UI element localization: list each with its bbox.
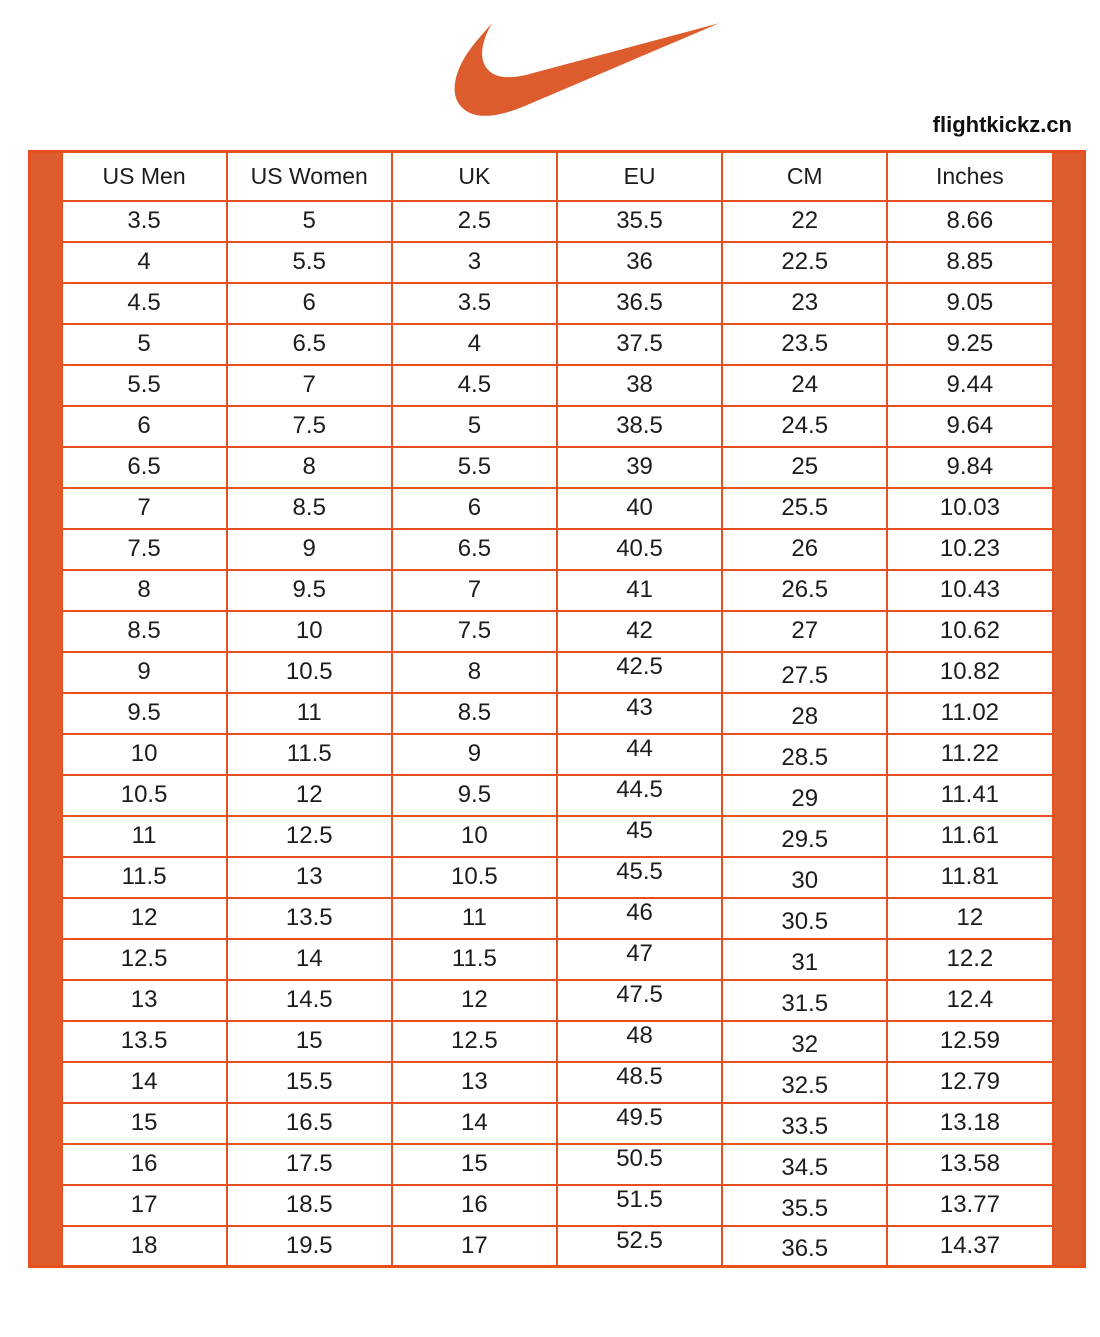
size-cell: 36.5: [722, 1226, 887, 1267]
size-cell: 7: [227, 365, 392, 406]
size-cell: 47.5: [557, 980, 722, 1021]
size-cell: 22.5: [722, 242, 887, 283]
size-cell: 10: [392, 816, 557, 857]
size-cell: 34.5: [722, 1144, 887, 1185]
size-cell: 12.5: [62, 939, 227, 980]
size-cell: 13.5: [227, 898, 392, 939]
size-cell: 26.5: [722, 570, 887, 611]
table-row: [30, 1185, 1085, 1226]
size-cell: 12: [392, 980, 557, 1021]
table-row: [30, 1144, 1085, 1185]
size-cell: 4.5: [392, 365, 557, 406]
size-cell: 32.5: [722, 1062, 887, 1103]
size-cell: 27.5: [722, 652, 887, 693]
column-header-cm: CM: [722, 152, 887, 201]
size-cell: 25.5: [722, 488, 887, 529]
size-cell: 8: [392, 652, 557, 693]
size-chart-table: [28, 150, 1086, 1268]
size-cell: 9.05: [887, 283, 1052, 324]
column-header-us-men: US Men: [62, 152, 227, 201]
size-cell: 23.5: [722, 324, 887, 365]
table-row: [30, 980, 1085, 1021]
size-cell: 12.4: [887, 980, 1052, 1021]
size-cell: 15: [227, 1021, 392, 1062]
size-cell: 23: [722, 283, 887, 324]
table-row: [30, 242, 1085, 283]
size-cell: 11: [227, 693, 392, 734]
size-cell: 9.5: [227, 570, 392, 611]
size-cell: 13: [392, 1062, 557, 1103]
size-cell: 32: [722, 1021, 887, 1062]
table-row: [30, 1103, 1085, 1144]
size-cell: 12: [887, 898, 1052, 939]
size-cell: 7: [392, 570, 557, 611]
size-cell: 14.37: [887, 1226, 1052, 1267]
column-header-uk: UK: [392, 152, 557, 201]
size-cell: 10.03: [887, 488, 1052, 529]
table-row: [30, 488, 1085, 529]
table-row: [30, 1021, 1085, 1062]
size-cell: 5: [62, 324, 227, 365]
size-cell: 13: [62, 980, 227, 1021]
size-cell: 27: [722, 611, 887, 652]
size-cell: 35.5: [557, 201, 722, 242]
table-row: [30, 652, 1085, 693]
size-cell: 4: [392, 324, 557, 365]
size-cell: 49.5: [557, 1103, 722, 1144]
size-cell: 39: [557, 447, 722, 488]
size-cell: 18: [62, 1226, 227, 1267]
size-cell: 6.5: [227, 324, 392, 365]
table-row: [30, 611, 1085, 652]
size-cell: 16: [62, 1144, 227, 1185]
size-cell: 35.5: [722, 1185, 887, 1226]
size-cell: 11.81: [887, 857, 1052, 898]
size-cell: 48.5: [557, 1062, 722, 1103]
size-cell: 45.5: [557, 857, 722, 898]
size-cell: 6.5: [62, 447, 227, 488]
size-cell: 4.5: [62, 283, 227, 324]
size-cell: 10.23: [887, 529, 1052, 570]
size-cell: 5.5: [227, 242, 392, 283]
size-cell: 44: [557, 734, 722, 775]
size-cell: 8: [62, 570, 227, 611]
size-cell: 22: [722, 201, 887, 242]
size-cell: 44.5: [557, 775, 722, 816]
size-cell: 15.5: [227, 1062, 392, 1103]
size-cell: 4: [62, 242, 227, 283]
size-cell: 8.85: [887, 242, 1052, 283]
table-row: [30, 283, 1085, 324]
size-cell: 11.5: [62, 857, 227, 898]
column-header-inches: Inches: [887, 152, 1052, 201]
table-row: [30, 1062, 1085, 1103]
size-cell: 6: [62, 406, 227, 447]
size-cell: 36: [557, 242, 722, 283]
size-cell: 28: [722, 693, 887, 734]
size-cell: 11.5: [227, 734, 392, 775]
size-cell: 48: [557, 1021, 722, 1062]
size-cell: 12: [227, 775, 392, 816]
table-row: [30, 447, 1085, 488]
watermark-text: flightkickz.cn: [932, 112, 1072, 137]
table-row: [30, 1226, 1085, 1267]
size-cell: 25: [722, 447, 887, 488]
size-cell: 14: [227, 939, 392, 980]
size-cell: 12.5: [392, 1021, 557, 1062]
size-cell: 15: [392, 1144, 557, 1185]
size-cell: 50.5: [557, 1144, 722, 1185]
column-header-us-women: US Women: [227, 152, 392, 201]
size-cell: 5.5: [392, 447, 557, 488]
size-cell: 31.5: [722, 980, 887, 1021]
size-cell: 13.77: [887, 1185, 1052, 1226]
size-cell: 17.5: [227, 1144, 392, 1185]
size-cell: 9.44: [887, 365, 1052, 406]
size-cell: 7.5: [62, 529, 227, 570]
size-cell: 5: [227, 201, 392, 242]
size-cell: 16.5: [227, 1103, 392, 1144]
size-cell: 14.5: [227, 980, 392, 1021]
size-cell: 16: [392, 1185, 557, 1226]
table-row: [30, 939, 1085, 980]
size-cell: 47: [557, 939, 722, 980]
size-cell: 14: [392, 1103, 557, 1144]
size-cell: 33.5: [722, 1103, 887, 1144]
size-cell: 18.5: [227, 1185, 392, 1226]
size-cell: 11: [392, 898, 557, 939]
size-cell: 8.5: [392, 693, 557, 734]
size-cell: 14: [62, 1062, 227, 1103]
size-cell: 3.5: [62, 201, 227, 242]
size-cell: 42.5: [557, 652, 722, 693]
size-cell: 11.02: [887, 693, 1052, 734]
size-cell: 9.84: [887, 447, 1052, 488]
size-cell: 40: [557, 488, 722, 529]
size-cell: 17: [392, 1226, 557, 1267]
size-cell: 19.5: [227, 1226, 392, 1267]
nike-logo: [452, 22, 722, 118]
size-cell: 9.5: [62, 693, 227, 734]
size-cell: 45: [557, 816, 722, 857]
size-cell: 17: [62, 1185, 227, 1226]
size-cell: 5: [392, 406, 557, 447]
size-cell: 24.5: [722, 406, 887, 447]
table-row: [30, 693, 1085, 734]
size-cell: 26: [722, 529, 887, 570]
column-header-eu: EU: [557, 152, 722, 201]
size-cell: 9: [227, 529, 392, 570]
size-cell: 9.64: [887, 406, 1052, 447]
size-cell: 15: [62, 1103, 227, 1144]
size-cell: 12.2: [887, 939, 1052, 980]
size-cell: 12.59: [887, 1021, 1052, 1062]
size-cell: 13.5: [62, 1021, 227, 1062]
size-cell: 3.5: [392, 283, 557, 324]
size-cell: 30: [722, 857, 887, 898]
table-row: [30, 365, 1085, 406]
size-cell: 3: [392, 242, 557, 283]
size-cell: 38: [557, 365, 722, 406]
size-cell: 10: [227, 611, 392, 652]
size-cell: 10: [62, 734, 227, 775]
table-row: [30, 406, 1085, 447]
table-row: [30, 201, 1085, 242]
size-cell: 11.5: [392, 939, 557, 980]
table-row: [30, 529, 1085, 570]
size-cell: 10.5: [227, 652, 392, 693]
size-cell: 10.5: [62, 775, 227, 816]
size-cell: 29.5: [722, 816, 887, 857]
size-cell: 31: [722, 939, 887, 980]
size-cell: 2.5: [392, 201, 557, 242]
size-cell: 24: [722, 365, 887, 406]
size-cell: 30.5: [722, 898, 887, 939]
size-cell: 9.25: [887, 324, 1052, 365]
size-cell: 38.5: [557, 406, 722, 447]
size-cell: 6.5: [392, 529, 557, 570]
right-accent-bar: [1053, 152, 1085, 1267]
size-cell: 6: [392, 488, 557, 529]
size-cell: 10.82: [887, 652, 1052, 693]
table-row: [30, 816, 1085, 857]
size-cell: 12: [62, 898, 227, 939]
size-cell: 46: [557, 898, 722, 939]
size-cell: 8.66: [887, 201, 1052, 242]
size-cell: 8.5: [62, 611, 227, 652]
size-cell: 42: [557, 611, 722, 652]
size-cell: 40.5: [557, 529, 722, 570]
size-cell: 7.5: [227, 406, 392, 447]
size-cell: 12.5: [227, 816, 392, 857]
size-cell: 11.41: [887, 775, 1052, 816]
size-cell: 13: [227, 857, 392, 898]
header-row: [30, 152, 1085, 201]
size-cell: 37.5: [557, 324, 722, 365]
table-row: [30, 775, 1085, 816]
table-row: [30, 324, 1085, 365]
size-cell: 10.43: [887, 570, 1052, 611]
left-accent-bar: [30, 152, 62, 1267]
size-cell: 8.5: [227, 488, 392, 529]
size-cell: 51.5: [557, 1185, 722, 1226]
size-cell: 36.5: [557, 283, 722, 324]
size-cell: 9: [62, 652, 227, 693]
nike-swoosh-icon: [452, 22, 722, 118]
table-row: [30, 734, 1085, 775]
size-cell: 13.18: [887, 1103, 1052, 1144]
size-cell: 8: [227, 447, 392, 488]
size-cell: 29: [722, 775, 887, 816]
table-row: [30, 898, 1085, 939]
size-cell: 7.5: [392, 611, 557, 652]
table-row: [30, 570, 1085, 611]
size-cell: 10.5: [392, 857, 557, 898]
size-cell: 13.58: [887, 1144, 1052, 1185]
size-table-body: [30, 152, 1085, 1267]
size-cell: 28.5: [722, 734, 887, 775]
size-cell: 11.22: [887, 734, 1052, 775]
size-cell: 43: [557, 693, 722, 734]
size-cell: 52.5: [557, 1226, 722, 1267]
size-cell: 7: [62, 488, 227, 529]
size-cell: 5.5: [62, 365, 227, 406]
table-row: [30, 857, 1085, 898]
size-cell: 10.62: [887, 611, 1052, 652]
size-cell: 6: [227, 283, 392, 324]
size-cell: 9: [392, 734, 557, 775]
size-cell: 12.79: [887, 1062, 1052, 1103]
size-cell: 41: [557, 570, 722, 611]
size-cell: 11: [62, 816, 227, 857]
size-cell: 11.61: [887, 816, 1052, 857]
size-cell: 9.5: [392, 775, 557, 816]
